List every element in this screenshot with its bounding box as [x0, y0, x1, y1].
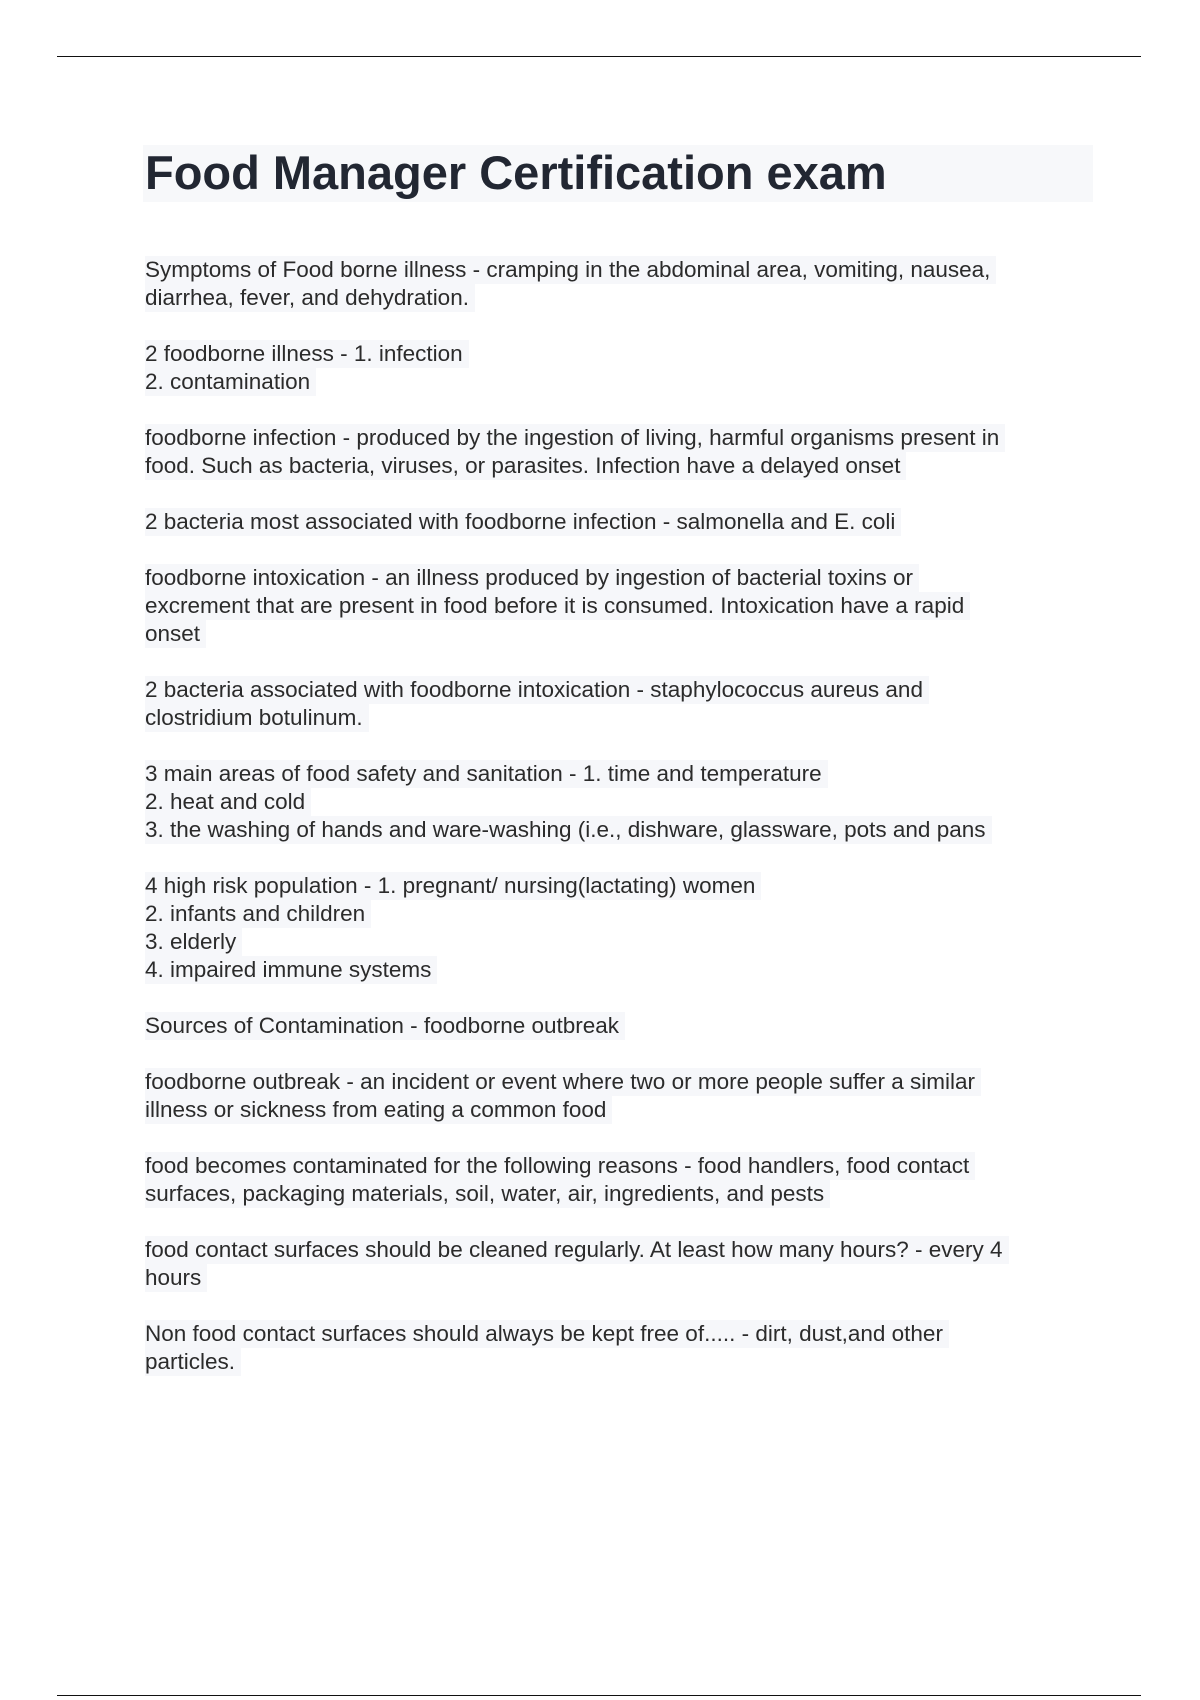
flashcard-line: 2. contamination: [145, 368, 316, 396]
flashcard-line: diarrhea, fever, and dehydration.: [145, 284, 475, 312]
flashcard-line: 3 main areas of food safety and sanitation - 1. time and temperature: [145, 760, 828, 788]
flashcard-line: food contact surfaces should be cleaned regularly. At least how many hours? - every 4: [145, 1236, 1009, 1264]
flashcard-entry: [145, 676, 1085, 732]
flashcard-line: 2 foodborne illness - 1. infection: [145, 340, 469, 368]
flashcard-line: excrement that are present in food before it is consumed. Intoxication have a rapid: [145, 592, 970, 620]
flashcard-entry: [145, 424, 1085, 480]
flashcard-line: 3. the washing of hands and ware-washing (i.e., dishware, glassware, pots and pans: [145, 816, 992, 844]
flashcard-line: clostridium botulinum.: [145, 704, 369, 732]
flashcard-line: 2. heat and cold: [145, 788, 311, 816]
flashcard-line: illness or sickness from eating a common food: [145, 1096, 612, 1124]
flashcard-line: hours: [145, 1264, 207, 1292]
flashcard-line: 2 bacteria most associated with foodborne infection - salmonella and E. coli: [145, 508, 901, 536]
flashcard-entry: [145, 508, 1085, 536]
flashcard-entry: [145, 872, 1085, 984]
flashcard-line: foodborne outbreak - an incident or event where two or more people suffer a similar: [145, 1068, 981, 1096]
flashcard-line: foodborne intoxication - an illness produced by ingestion of bacterial toxins or: [145, 564, 919, 592]
flashcard-line: 4. impaired immune systems: [145, 956, 437, 984]
flashcard-entry: [145, 340, 1085, 396]
flashcard-line: food becomes contaminated for the following reasons - food handlers, food contact: [145, 1152, 975, 1180]
flashcard-line: 3. elderly: [145, 928, 242, 956]
flashcard-line: Symptoms of Food borne illness - cramping in the abdominal area, vomiting, nausea,: [145, 256, 996, 284]
bottom-divider: [57, 1695, 1141, 1696]
flashcard-line: food. Such as bacteria, viruses, or parasites. Infection have a delayed onset: [145, 452, 906, 480]
flashcard-line: 2 bacteria associated with foodborne intoxication - staphylococcus aureus and: [145, 676, 929, 704]
flashcard-line: surfaces, packaging materials, soil, water, air, ingredients, and pests: [145, 1180, 830, 1208]
flashcard-line: particles.: [145, 1348, 241, 1376]
flashcard-entry: [145, 1320, 1085, 1376]
flashcard-line: Sources of Contamination - foodborne outbreak: [145, 1012, 625, 1040]
flashcard-line: foodborne infection - produced by the ingestion of living, harmful organisms present in: [145, 424, 1005, 452]
flashcard-entry: [145, 1012, 1085, 1040]
top-divider: [57, 56, 1141, 57]
flashcard-line: Non food contact surfaces should always be kept free of..... - dirt, dust,and other: [145, 1320, 949, 1348]
flashcard-entry: [145, 1236, 1085, 1292]
flashcard-list: [145, 256, 1085, 1404]
page-title: Food Manager Certification exam: [145, 146, 887, 199]
flashcard-entry: [145, 760, 1085, 844]
flashcard-entry: [145, 564, 1085, 648]
flashcard-line: 2. infants and children: [145, 900, 371, 928]
flashcard-line: onset: [145, 620, 206, 648]
flashcard-entry: [145, 1152, 1085, 1208]
flashcard-entry: [145, 256, 1085, 312]
flashcard-line: 4 high risk population - 1. pregnant/ nursing(lactating) women: [145, 872, 761, 900]
flashcard-entry: [145, 1068, 1085, 1124]
